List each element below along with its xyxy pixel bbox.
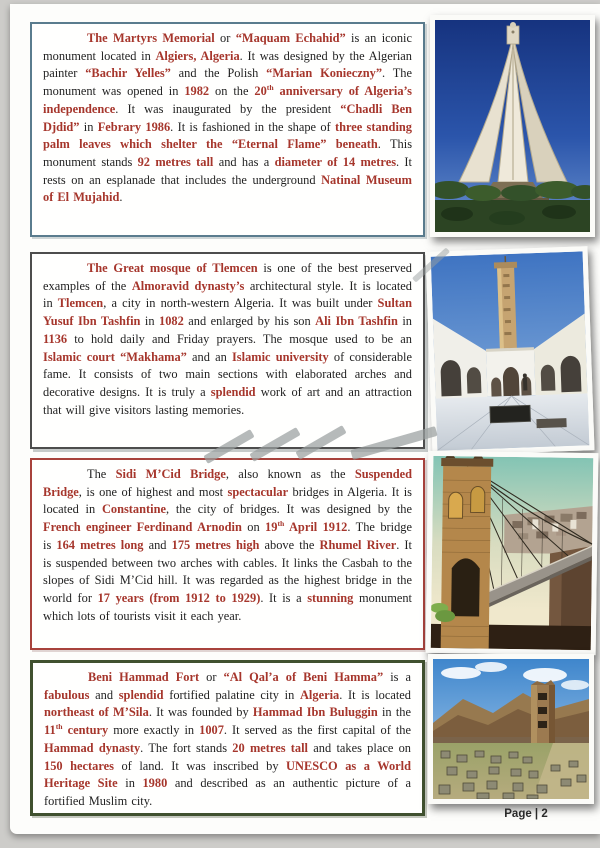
mosque-tlemcen-photo bbox=[425, 246, 594, 456]
martyrs-memorial-paragraph: The Martyrs Memorial or “Maquam Echahid” is an iconic monument located in Algiers, Algeria. It was designed by the Algerian painter “Bachir Yelles” and the Polish “Marian Konieczny”. The monument was opened in 1982 on the 20th anniversary of Algeria’s independence. It was inaugurated by the president “Chadli Ben Djdid” in Febrary 1986. It is fashioned in the shape of three standing palm leaves which shelter the “Eternal Flame” beneath. This monument stands 92 metres tall and has a diameter of 14 metres. It rests on an esplanade that includes the underground Natinal Museum of El Mujahid. bbox=[43, 31, 413, 205]
page-number: Page | 2 bbox=[504, 808, 548, 820]
beni-hammad-fort-paragraph: Beni Hammad Fort or “Al Qal’a of Beni Hamma” is a fabulous and splendid fortified palatine city in Algeria. It is located northeast of M’Sila. It was founded by Hammad Ibn Buluggin in the 11th century more exactly in 1007. It served as the first capital of the Hammad dynasty. The fort stands 20 metres tall and takes place on 150 hectares of land. It was inscribed by UNESCO as a World Heritage Site in 1980 and described as an authentic picture of a fortified Muslim city. bbox=[44, 670, 412, 808]
mosque-tlemcen-textbox bbox=[30, 252, 425, 449]
document-page bbox=[10, 4, 600, 834]
sidi-mcid-bridge-paragraph: The Sidi M’Cid Bridge, also known as the Suspended Bridge, is one of highest and most spectacular bridges in Algeria. It is located in Constantine, the city of bridges. It was designed by the French engineer Ferdinand Arnodin on 19th April 1912. The bridge is 164 metres long and 175 metres high above the Rhumel River. It is suspended between two arches with cables. It links the Casbah to the slopes of Sidi M’Cid hill. It was regarded as the highest bridge in the world for 17 years (from 1912 to 1929). It is a stunning monument which lots of tourists visit it each year. bbox=[43, 467, 412, 623]
bridge-illustration bbox=[431, 456, 594, 650]
beni-hammad-fort-textbox bbox=[30, 660, 425, 816]
martyrs-memorial-photo bbox=[430, 15, 595, 237]
fort-illustration bbox=[433, 659, 589, 799]
martyrs-memorial-illustration bbox=[435, 20, 590, 232]
mosque-illustration bbox=[431, 251, 590, 450]
beni-hammad-fort-photo bbox=[428, 654, 594, 804]
martyrs-memorial-textbox bbox=[30, 22, 425, 237]
sidi-mcid-bridge-textbox bbox=[30, 458, 425, 650]
sidi-mcid-bridge-photo bbox=[426, 451, 599, 655]
mosque-tlemcen-paragraph: The Great mosque of Tlemcen is one of the best preserved examples of the Almoravid dynasty’s architectural style. It is located in Tlemcen, a city in north-western Algeria. It was built under Sultan Yusuf Ibn Tashfin in 1082 and enlarged by his son Ali Ibn Tashfin in 1136 to hold daily and Friday prayers. The mosque used to be an Islamic court “Makhama” and an Islamic university of considerable fame. It consists of two main sections with elaborated arches and decorative designs. It is truly a splendid work of art and an attraction that will give visitors lasting memories. bbox=[43, 261, 412, 417]
